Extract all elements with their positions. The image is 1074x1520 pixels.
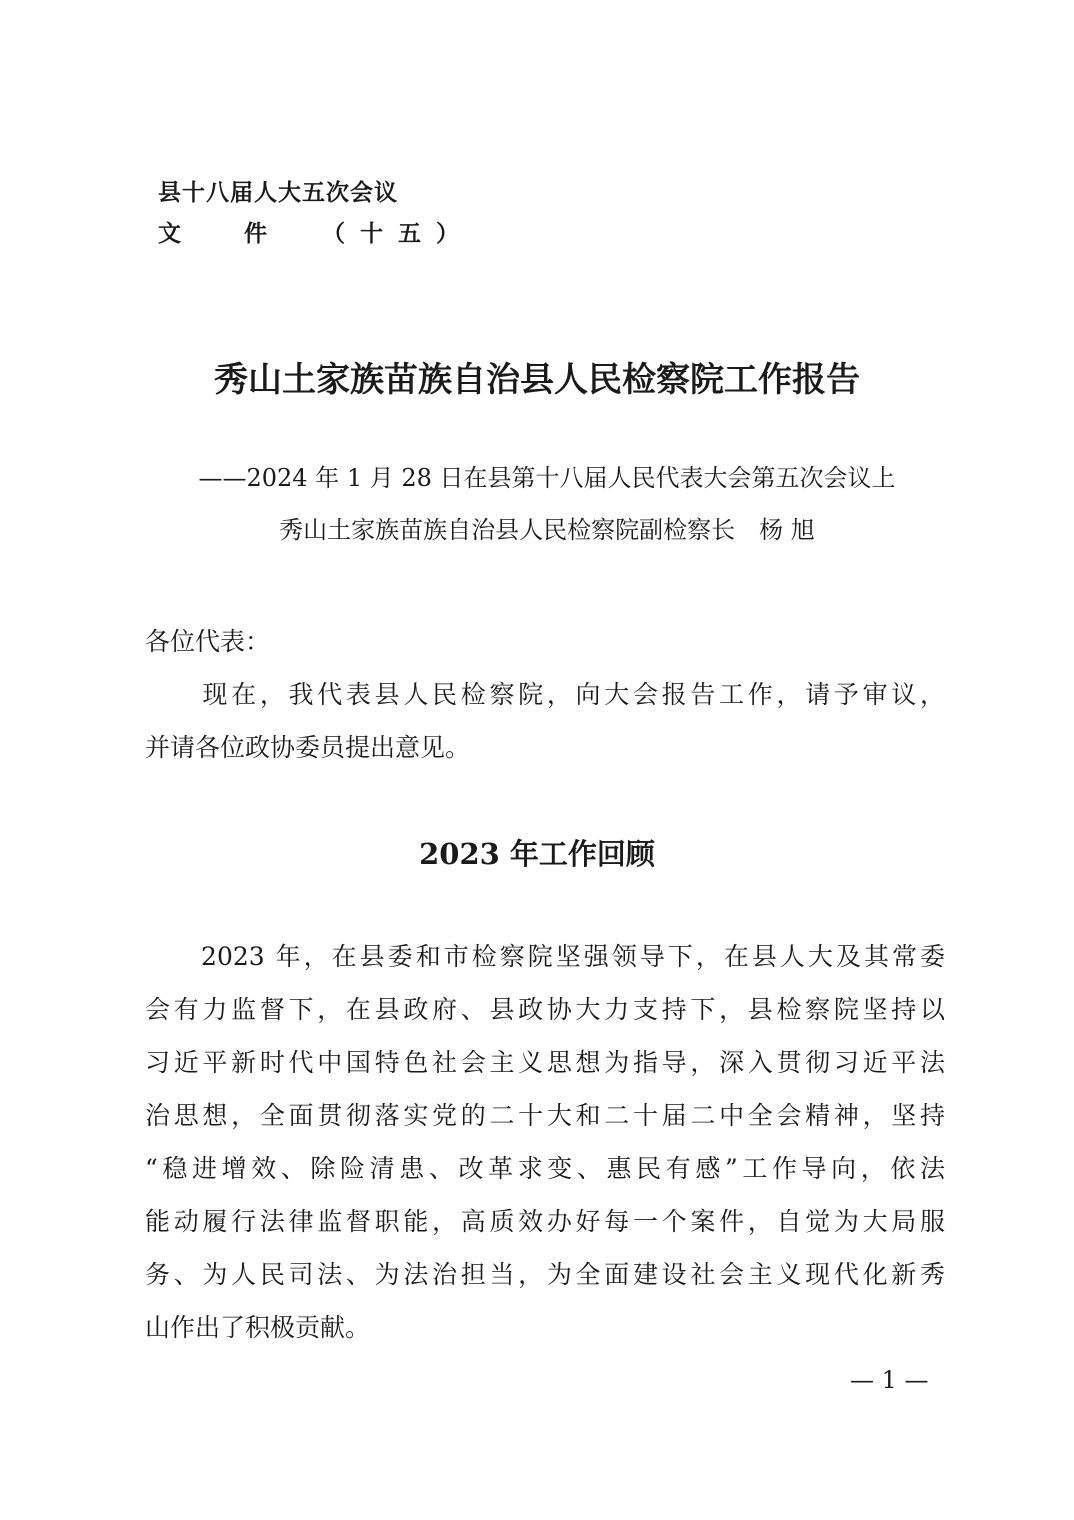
- doc-label-char: （: [322, 221, 346, 247]
- doc-label-char: ）: [436, 221, 460, 247]
- body-line: “稳进增效、除险清患、改革求变、惠民有感”工作导向，依法: [145, 1154, 945, 1183]
- salutation: 各位代表：: [145, 627, 271, 656]
- body-line: 能动履行法律监督职能，高质效办好每一个案件，自觉为大局服: [145, 1207, 945, 1236]
- body-line: 习近平新时代中国特色社会主义思想为指导，深入贯彻习近平法: [145, 1048, 945, 1077]
- report-subtitle-date: ——2024 年 1 月 28 日在县第十八届人民代表大会第五次会议上: [198, 464, 896, 492]
- doc-label-char: 文: [158, 221, 182, 247]
- body-line: 治思想，全面贯彻落实党的二十大和二十届二中全会精神，坚持: [145, 1101, 945, 1130]
- section-heading: 2023 年工作回顾: [419, 837, 655, 871]
- doc-label-char: 五: [398, 221, 422, 247]
- body-line: 务、为人民司法、为法治担当，为全面建设社会主义现代化新秀: [145, 1260, 945, 1289]
- page-number: — 1 —: [850, 1366, 929, 1394]
- intro-line: 现在，我代表县人民检察院，向大会报告工作，请予审议，: [145, 680, 945, 709]
- intro-line: 并请各位政协委员提出意见。: [145, 733, 471, 762]
- body-line: 会有力监督下，在县政府、县政协大力支持下，县检察院坚持以: [145, 995, 945, 1024]
- document-number: [158, 215, 466, 248]
- body-line: 2023 年，在县委和市检察院坚强领导下，在县人大及其常委: [145, 942, 945, 971]
- doc-label-char: 件: [244, 221, 268, 247]
- body-line: 山作出了积极贡献。: [145, 1313, 371, 1342]
- report-title: 秀山土家族苗族自治县人民检察院工作报告: [214, 360, 860, 400]
- doc-label-char: 十: [360, 221, 384, 247]
- report-subtitle-author: 秀山土家族苗族自治县人民检察院副检察长 杨 旭: [279, 516, 815, 544]
- meeting-label: 县十八届人大五次会议: [158, 180, 398, 206]
